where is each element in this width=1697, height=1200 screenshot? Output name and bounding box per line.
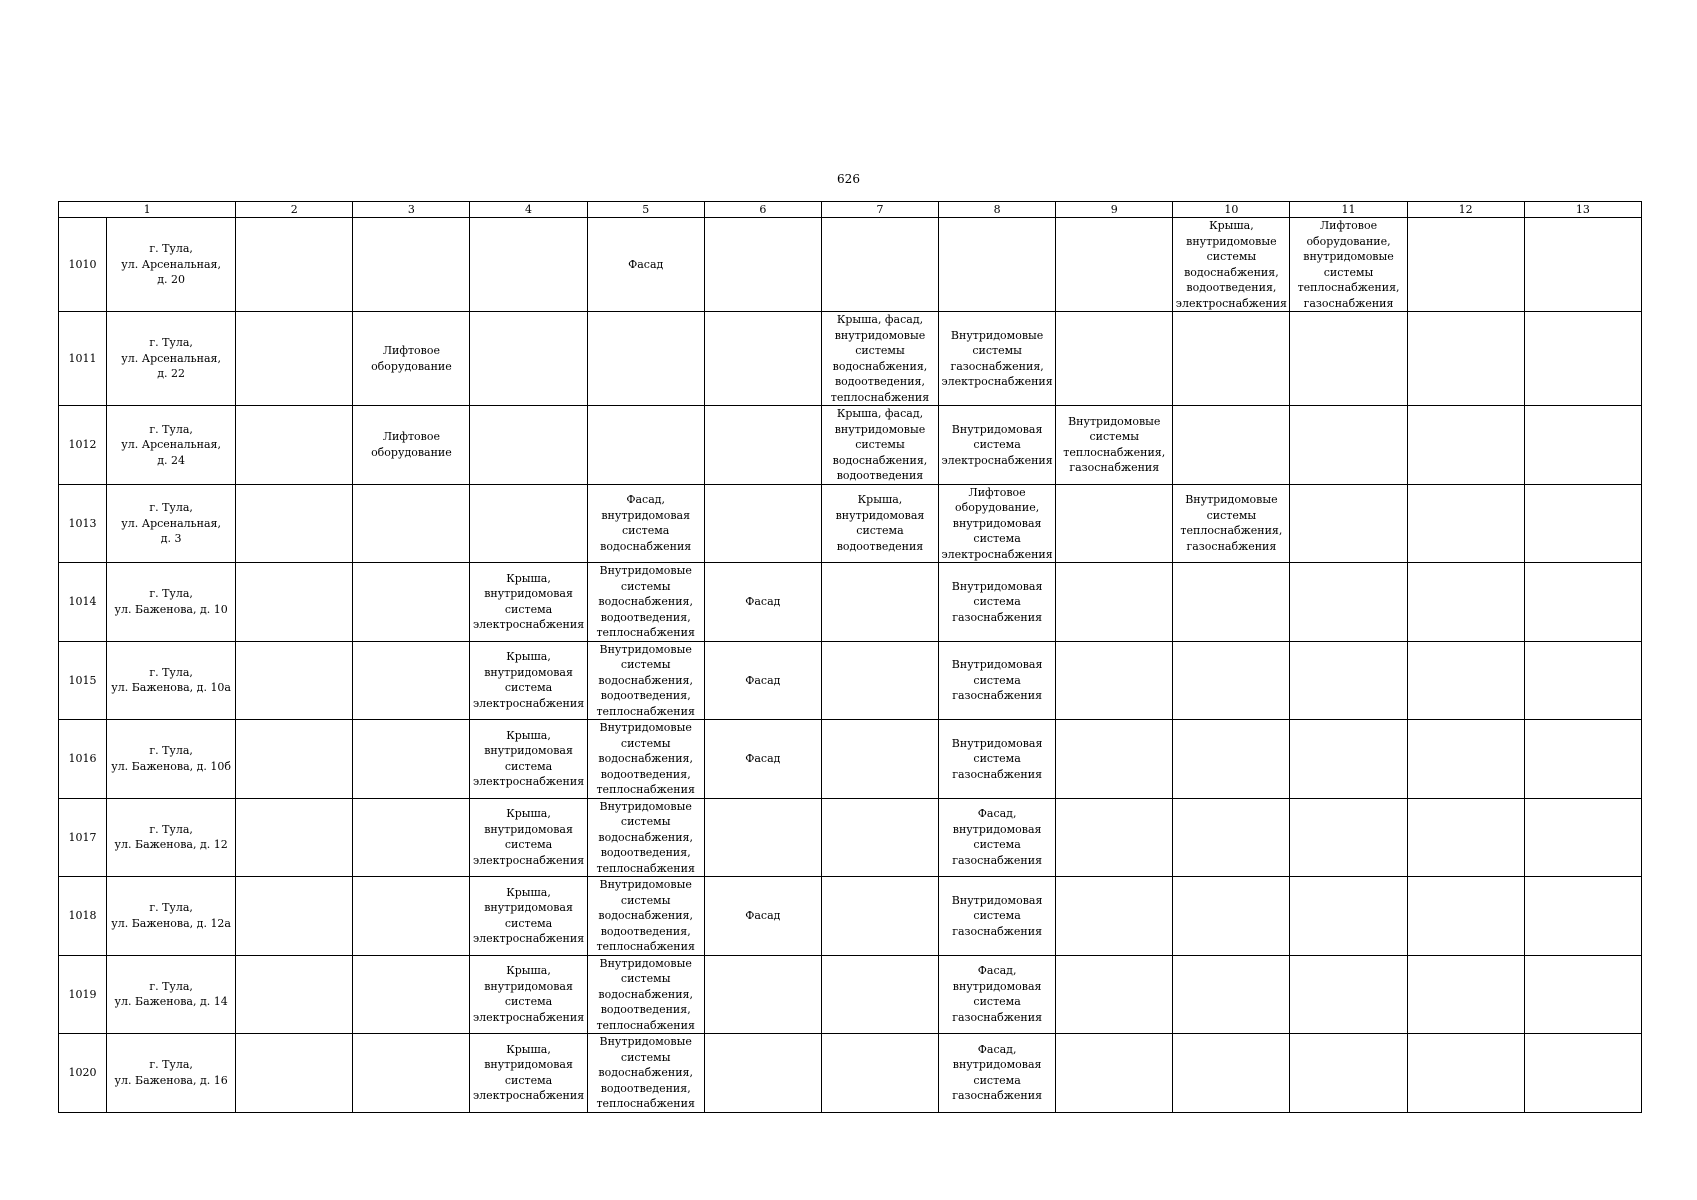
cell-col-9 bbox=[1056, 312, 1173, 406]
cell-col-13 bbox=[1524, 218, 1641, 312]
cell-col-12 bbox=[1407, 1034, 1524, 1113]
address-cell: г. Тула, ул. Баженова, д. 10а bbox=[107, 641, 236, 720]
cell-col-10: Крыша, внутридомовые системы водоснабжения, водоотведения, электроснабжения bbox=[1173, 218, 1290, 312]
address-cell: г. Тула, ул. Баженова, д. 10 bbox=[107, 563, 236, 642]
cell-col-11 bbox=[1290, 720, 1407, 799]
row-number: 1015 bbox=[59, 641, 107, 720]
row-number: 1010 bbox=[59, 218, 107, 312]
cell-col-7: Крыша, фасад, внутридомовые системы водоснабжения, водоотведения, теплоснабжения bbox=[821, 312, 938, 406]
table-row bbox=[59, 720, 1642, 799]
cell-col-6: Фасад bbox=[704, 563, 821, 642]
table-row bbox=[59, 955, 1642, 1034]
cell-col-11 bbox=[1290, 877, 1407, 956]
cell-col-10 bbox=[1173, 312, 1290, 406]
cell-col-7: Крыша, фасад, внутридомовые системы водоснабжения, водоотведения bbox=[821, 406, 938, 485]
column-header-2: 2 bbox=[236, 202, 353, 218]
cell-col-13 bbox=[1524, 1034, 1641, 1113]
cell-col-8: Внутридомовая система газоснабжения bbox=[939, 720, 1056, 799]
cell-col-8: Лифтовое оборудование, внутридомовая система электроснабжения bbox=[939, 484, 1056, 563]
cell-col-3 bbox=[353, 563, 470, 642]
cell-col-9 bbox=[1056, 720, 1173, 799]
column-header-11: 11 bbox=[1290, 202, 1407, 218]
column-header-13: 13 bbox=[1524, 202, 1641, 218]
cell-col-9 bbox=[1056, 484, 1173, 563]
cell-col-13 bbox=[1524, 406, 1641, 485]
table-row bbox=[59, 1034, 1642, 1113]
cell-col-6: Фасад bbox=[704, 877, 821, 956]
cell-col-8: Фасад, внутридомовая система газоснабжения bbox=[939, 955, 1056, 1034]
cell-col-2 bbox=[236, 720, 353, 799]
cell-col-4 bbox=[470, 218, 587, 312]
address-cell: г. Тула, ул. Арсенальная, д. 24 bbox=[107, 406, 236, 485]
address-cell: г. Тула, ул. Баженова, д. 12 bbox=[107, 798, 236, 877]
cell-col-13 bbox=[1524, 720, 1641, 799]
row-number: 1011 bbox=[59, 312, 107, 406]
row-number: 1017 bbox=[59, 798, 107, 877]
cell-col-3 bbox=[353, 1034, 470, 1113]
cell-col-11 bbox=[1290, 312, 1407, 406]
cell-col-7 bbox=[821, 563, 938, 642]
address-cell: г. Тула, ул. Арсенальная, д. 3 bbox=[107, 484, 236, 563]
cell-col-3 bbox=[353, 720, 470, 799]
row-number: 1018 bbox=[59, 877, 107, 956]
cell-col-5 bbox=[587, 406, 704, 485]
cell-col-10 bbox=[1173, 406, 1290, 485]
address-cell: г. Тула, ул. Арсенальная, д. 22 bbox=[107, 312, 236, 406]
table-row bbox=[59, 563, 1642, 642]
cell-col-6 bbox=[704, 312, 821, 406]
cell-col-5: Внутридомовые системы водоснабжения, водоотведения, теплоснабжения bbox=[587, 877, 704, 956]
cell-col-3 bbox=[353, 798, 470, 877]
cell-col-5: Внутридомовые системы водоснабжения, водоотведения, теплоснабжения bbox=[587, 1034, 704, 1113]
cell-col-7 bbox=[821, 218, 938, 312]
cell-col-5: Внутридомовые системы водоснабжения, водоотведения, теплоснабжения bbox=[587, 641, 704, 720]
cell-col-8: Внутридомовая система электроснабжения bbox=[939, 406, 1056, 485]
cell-col-13 bbox=[1524, 563, 1641, 642]
row-number: 1013 bbox=[59, 484, 107, 563]
cell-col-13 bbox=[1524, 312, 1641, 406]
cell-col-12 bbox=[1407, 798, 1524, 877]
cell-col-13 bbox=[1524, 877, 1641, 956]
cell-col-12 bbox=[1407, 720, 1524, 799]
column-header-10: 10 bbox=[1173, 202, 1290, 218]
row-number: 1012 bbox=[59, 406, 107, 485]
cell-col-11 bbox=[1290, 1034, 1407, 1113]
cell-col-3 bbox=[353, 218, 470, 312]
cell-col-4: Крыша, внутридомовая система электроснабжения bbox=[470, 955, 587, 1034]
cell-col-10 bbox=[1173, 798, 1290, 877]
cell-col-7 bbox=[821, 1034, 938, 1113]
cell-col-8 bbox=[939, 218, 1056, 312]
cell-col-7: Крыша, внутридомовая система водоотведения bbox=[821, 484, 938, 563]
cell-col-13 bbox=[1524, 484, 1641, 563]
cell-col-7 bbox=[821, 955, 938, 1034]
cell-col-2 bbox=[236, 877, 353, 956]
cell-col-4: Крыша, внутридомовая система электроснабжения bbox=[470, 1034, 587, 1113]
cell-col-8: Внутридомовая система газоснабжения bbox=[939, 877, 1056, 956]
table-row bbox=[59, 641, 1642, 720]
cell-col-11 bbox=[1290, 406, 1407, 485]
cell-col-5: Внутридомовые системы водоснабжения, водоотведения, теплоснабжения bbox=[587, 955, 704, 1034]
cell-col-7 bbox=[821, 798, 938, 877]
cell-col-11 bbox=[1290, 798, 1407, 877]
cell-col-7 bbox=[821, 641, 938, 720]
address-cell: г. Тула, ул. Баженова, д. 16 bbox=[107, 1034, 236, 1113]
cell-col-11: Лифтовое оборудование, внутридомовые системы теплоснабжения, газоснабжения bbox=[1290, 218, 1407, 312]
column-header-6: 6 bbox=[704, 202, 821, 218]
cell-col-5: Внутридомовые системы водоснабжения, водоотведения, теплоснабжения bbox=[587, 798, 704, 877]
cell-col-11 bbox=[1290, 641, 1407, 720]
address-cell: г. Тула, ул. Баженова, д. 10б bbox=[107, 720, 236, 799]
cell-col-2 bbox=[236, 641, 353, 720]
cell-col-2 bbox=[236, 798, 353, 877]
address-cell: г. Тула, ул. Баженова, д. 12а bbox=[107, 877, 236, 956]
cell-col-2 bbox=[236, 312, 353, 406]
column-header-4: 4 bbox=[470, 202, 587, 218]
cell-col-13 bbox=[1524, 641, 1641, 720]
cell-col-5: Фасад, внутридомовая система водоснабжения bbox=[587, 484, 704, 563]
cell-col-8: Фасад, внутридомовая система газоснабжения bbox=[939, 798, 1056, 877]
table-row bbox=[59, 484, 1642, 563]
cell-col-6 bbox=[704, 798, 821, 877]
cell-col-12 bbox=[1407, 218, 1524, 312]
cell-col-3: Лифтовое оборудование bbox=[353, 312, 470, 406]
cell-col-3 bbox=[353, 641, 470, 720]
table-row bbox=[59, 312, 1642, 406]
cell-col-4: Крыша, внутридомовая система электроснабжения bbox=[470, 720, 587, 799]
cell-col-2 bbox=[236, 563, 353, 642]
cell-col-12 bbox=[1407, 641, 1524, 720]
cell-col-5: Внутридомовые системы водоснабжения, водоотведения, теплоснабжения bbox=[587, 563, 704, 642]
cell-col-10 bbox=[1173, 563, 1290, 642]
cell-col-6: Фасад bbox=[704, 641, 821, 720]
cell-col-9 bbox=[1056, 563, 1173, 642]
row-number: 1016 bbox=[59, 720, 107, 799]
cell-col-6 bbox=[704, 1034, 821, 1113]
cell-col-4 bbox=[470, 312, 587, 406]
cell-col-10 bbox=[1173, 1034, 1290, 1113]
repair-schedule-table bbox=[58, 201, 1642, 1113]
column-header-7: 7 bbox=[821, 202, 938, 218]
cell-col-10 bbox=[1173, 955, 1290, 1034]
cell-col-9 bbox=[1056, 955, 1173, 1034]
cell-col-9 bbox=[1056, 641, 1173, 720]
cell-col-7 bbox=[821, 877, 938, 956]
cell-col-9: Внутридомовые системы теплоснабжения, газоснабжения bbox=[1056, 406, 1173, 485]
address-cell: г. Тула, ул. Баженова, д. 14 bbox=[107, 955, 236, 1034]
cell-col-4: Крыша, внутридомовая система электроснабжения bbox=[470, 563, 587, 642]
cell-col-2 bbox=[236, 1034, 353, 1113]
cell-col-7 bbox=[821, 720, 938, 799]
column-header-5: 5 bbox=[587, 202, 704, 218]
address-cell: г. Тула, ул. Арсенальная, д. 20 bbox=[107, 218, 236, 312]
table-row bbox=[59, 406, 1642, 485]
table-row bbox=[59, 877, 1642, 956]
cell-col-9 bbox=[1056, 877, 1173, 956]
column-header-9: 9 bbox=[1056, 202, 1173, 218]
cell-col-4: Крыша, внутридомовая система электроснабжения bbox=[470, 877, 587, 956]
cell-col-12 bbox=[1407, 563, 1524, 642]
cell-col-12 bbox=[1407, 484, 1524, 563]
table-row bbox=[59, 218, 1642, 312]
cell-col-2 bbox=[236, 955, 353, 1034]
cell-col-2 bbox=[236, 406, 353, 485]
cell-col-4 bbox=[470, 406, 587, 485]
cell-col-3 bbox=[353, 877, 470, 956]
cell-col-2 bbox=[236, 218, 353, 312]
row-number: 1014 bbox=[59, 563, 107, 642]
cell-col-8: Внутридомовые системы газоснабжения, электроснабжения bbox=[939, 312, 1056, 406]
cell-col-12 bbox=[1407, 406, 1524, 485]
cell-col-12 bbox=[1407, 877, 1524, 956]
cell-col-11 bbox=[1290, 955, 1407, 1034]
cell-col-6 bbox=[704, 955, 821, 1034]
cell-col-10 bbox=[1173, 877, 1290, 956]
cell-col-13 bbox=[1524, 955, 1641, 1034]
cell-col-3: Лифтовое оборудование bbox=[353, 406, 470, 485]
row-number: 1020 bbox=[59, 1034, 107, 1113]
cell-col-5 bbox=[587, 312, 704, 406]
cell-col-6 bbox=[704, 218, 821, 312]
cell-col-5: Внутридомовые системы водоснабжения, водоотведения, теплоснабжения bbox=[587, 720, 704, 799]
cell-col-4: Крыша, внутридомовая система электроснабжения bbox=[470, 641, 587, 720]
cell-col-9 bbox=[1056, 218, 1173, 312]
column-header-12: 12 bbox=[1407, 202, 1524, 218]
column-header-3: 3 bbox=[353, 202, 470, 218]
cell-col-9 bbox=[1056, 1034, 1173, 1113]
cell-col-8: Фасад, внутридомовая система газоснабжения bbox=[939, 1034, 1056, 1113]
cell-col-8: Внутридомовая система газоснабжения bbox=[939, 641, 1056, 720]
table-row bbox=[59, 798, 1642, 877]
cell-col-12 bbox=[1407, 955, 1524, 1034]
cell-col-10 bbox=[1173, 641, 1290, 720]
cell-col-4 bbox=[470, 484, 587, 563]
cell-col-6: Фасад bbox=[704, 720, 821, 799]
cell-col-8: Внутридомовая система газоснабжения bbox=[939, 563, 1056, 642]
cell-col-2 bbox=[236, 484, 353, 563]
cell-col-12 bbox=[1407, 312, 1524, 406]
cell-col-11 bbox=[1290, 563, 1407, 642]
cell-col-3 bbox=[353, 955, 470, 1034]
cell-col-10 bbox=[1173, 720, 1290, 799]
cell-col-10: Внутридомовые системы теплоснабжения, газоснабжения bbox=[1173, 484, 1290, 563]
cell-col-9 bbox=[1056, 798, 1173, 877]
cell-col-6 bbox=[704, 406, 821, 485]
cell-col-5: Фасад bbox=[587, 218, 704, 312]
column-header-8: 8 bbox=[939, 202, 1056, 218]
cell-col-4: Крыша, внутридомовая система электроснабжения bbox=[470, 798, 587, 877]
cell-col-3 bbox=[353, 484, 470, 563]
cell-col-11 bbox=[1290, 484, 1407, 563]
page-number: 626 bbox=[837, 172, 860, 186]
cell-col-13 bbox=[1524, 798, 1641, 877]
column-header-1: 1 bbox=[59, 202, 236, 218]
cell-col-6 bbox=[704, 484, 821, 563]
row-number: 1019 bbox=[59, 955, 107, 1034]
column-number-header bbox=[59, 202, 1642, 218]
